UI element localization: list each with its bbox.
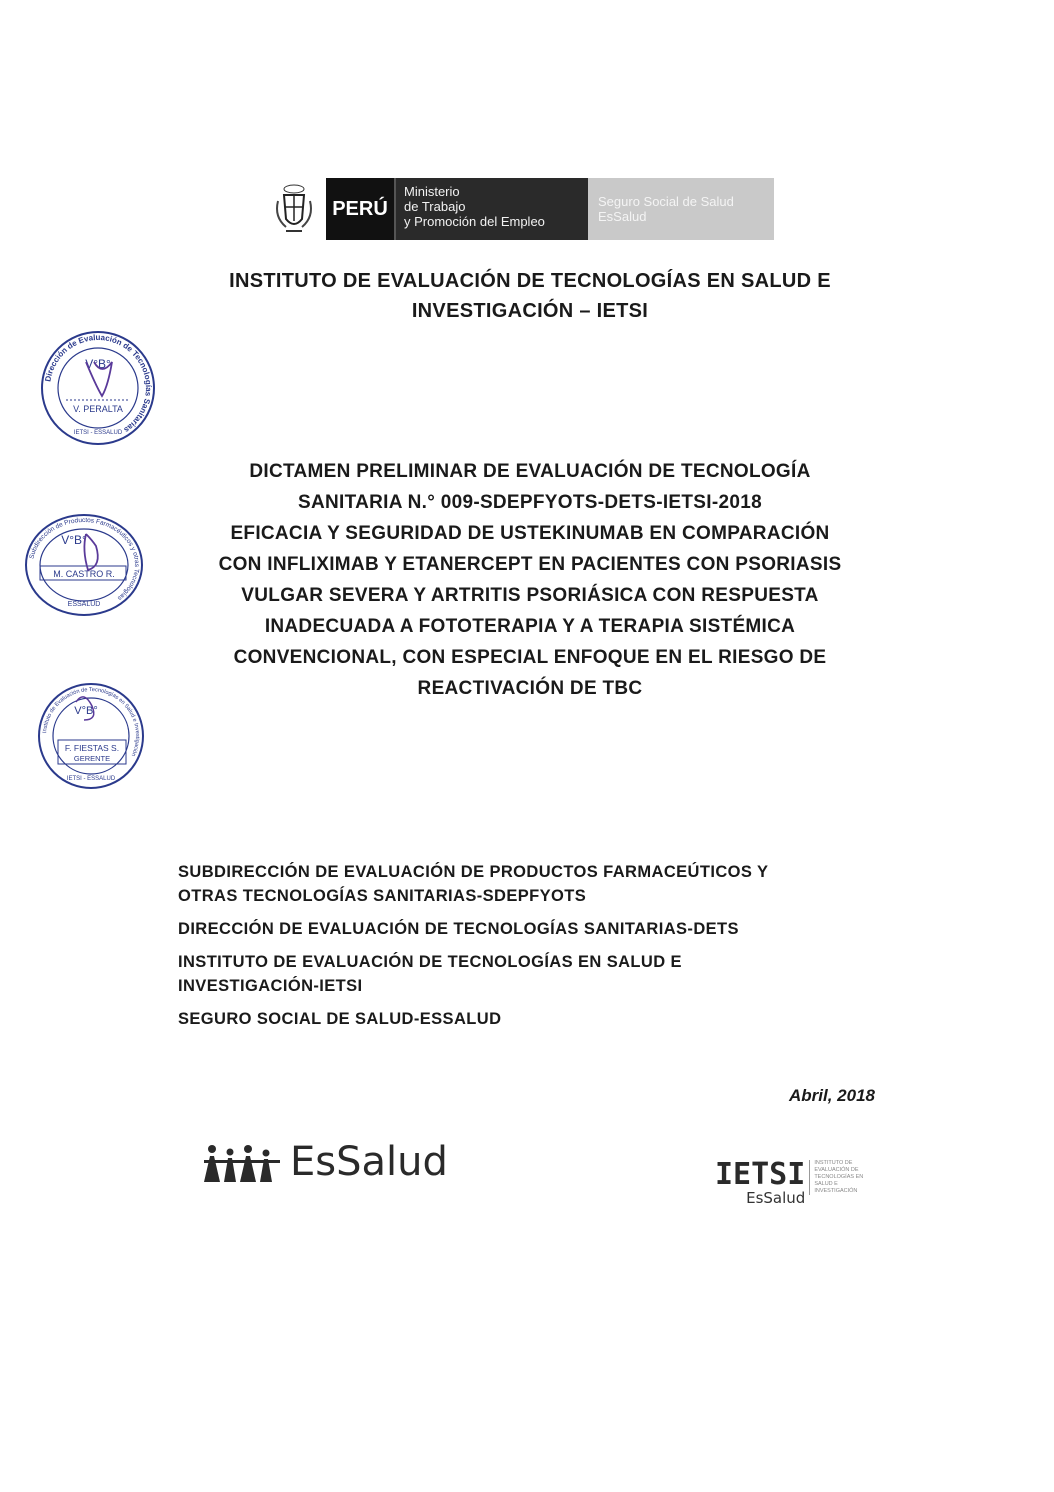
ietsi-logo (715, 1157, 866, 1207)
ministry-line: y Promoción del Empleo (404, 214, 545, 229)
affiliations-block (178, 860, 898, 1040)
affiliation-instituto (178, 950, 898, 998)
essalud-logo (200, 1140, 448, 1184)
title-line: INSTITUTO DE EVALUACIÓN DE TECNOLOGÍAS EN SALUD E (229, 270, 831, 292)
essalud-wordmark: EsSalud (290, 1139, 448, 1185)
stamp-ring-text: Dirección de Evaluación de Tecnologías Sanitarias (43, 332, 154, 435)
stamp-title: GERENTE (73, 754, 111, 763)
dictamen-line: REACTIVACIÓN DE TBC (417, 678, 643, 699)
stamp-ring-text: Subdirección de Productos Farmacéuticos y otras Tecnologías (28, 516, 141, 602)
svg-text:Subdirección de Productos Farm (29, 517, 140, 602)
stamp-vobo: V°B° (61, 533, 87, 547)
ietsi-wordmark (715, 1157, 806, 1207)
dictamen-line: CON INFLIXIMAB Y ETANERCEPT EN PACIENTES CON PSORIASIS (218, 554, 842, 575)
stamp-name: F. FIESTAS S. (64, 743, 120, 753)
dictamen-line: EFICACIA Y SEGURIDAD DE USTEKINUMAB EN COMPARACIÓN (230, 523, 830, 544)
stamp-name: V. PERALTA (73, 404, 123, 414)
institute-title (150, 266, 910, 326)
dictamen-line: DICTAMEN PRELIMINAR DE EVALUACIÓN DE TECNOLOGÍA (249, 461, 811, 482)
title-line: INVESTIGACIÓN – IETSI (411, 300, 649, 322)
dictamen-line: VULGAR SEVERA Y ARTRITIS PSORIÁSICA CON RESPUESTA (241, 585, 819, 606)
stamp-ring-text: Instituto de Evaluación de Tecnologías en Salud e Investigación (42, 686, 141, 758)
affiliation-subdireccion (178, 860, 898, 908)
affiliation-line: INSTITUTO DE EVALUACIÓN DE TECNOLOGÍAS EN SALUD E (178, 953, 682, 971)
seguro-line: EsSalud (598, 209, 647, 224)
affiliation-line: SUBDIRECCIÓN DE EVALUACIÓN DE PRODUCTOS FARMACEÚTICOS Y (178, 863, 769, 881)
approval-stamp-peralta (36, 326, 160, 450)
stamp-vobo: V°B° (85, 357, 111, 371)
dictamen-line: SANITARIA N.° 009-SDEPFYOTS-DETS-IETSI-2018 (298, 492, 762, 513)
peru-coat-of-arms-icon (268, 178, 320, 240)
stamp-footer: IETSI - ESSALUD (73, 430, 123, 436)
dictamen-line: INADECUADA A FOTOTERAPIA Y A TERAPIA SISTÉMICA (264, 616, 796, 637)
stamp-footer: IETSI - ESSALUD (66, 776, 116, 782)
ietsi-subtext: EsSalud (746, 1189, 806, 1207)
ministry-label (394, 178, 588, 240)
affiliation-seguro: SEGURO SOCIAL DE SALUD-ESSALUD (178, 1010, 502, 1028)
ministry-line: de Trabajo (404, 199, 466, 214)
approval-stamp-castro (22, 510, 146, 620)
document-date: Abril, 2018 (789, 1086, 875, 1105)
dictamen-line: CONVENCIONAL, CON ESPECIAL ENFOQUE EN EL RIESGO DE (233, 647, 827, 668)
stamp-name: M. CASTRO R. (53, 569, 115, 579)
peru-label: PERÚ (326, 178, 394, 240)
affiliation-direccion: DIRECCIÓN DE EVALUACIÓN DE TECNOLOGÍAS SANITARIAS-DETS (178, 920, 739, 938)
stamp-footer: ESSALUD (67, 601, 101, 608)
seguro-line: Seguro Social de Salud (598, 194, 734, 209)
family-figures-icon (200, 1144, 284, 1184)
affiliation-line: OTRAS TECNOLOGÍAS SANITARIAS-SDEPFYOTS (178, 887, 587, 905)
dictamen-title (160, 456, 900, 704)
approval-stamp-fiestas (36, 680, 146, 792)
ietsi-text: IETSI (715, 1157, 806, 1192)
government-banner (268, 178, 774, 240)
affiliation-line: INVESTIGACIÓN-IETSI (178, 977, 363, 995)
ietsi-side-text: INSTITUTO DE EVALUACIÓN DE TECNOLOGÍAS EN SALUD E INVESTIGACIÓN (809, 1160, 866, 1195)
stamp-vobo: V°B° (74, 705, 98, 717)
ministry-line: Ministerio (404, 184, 460, 199)
seguro-social-label (588, 178, 774, 240)
